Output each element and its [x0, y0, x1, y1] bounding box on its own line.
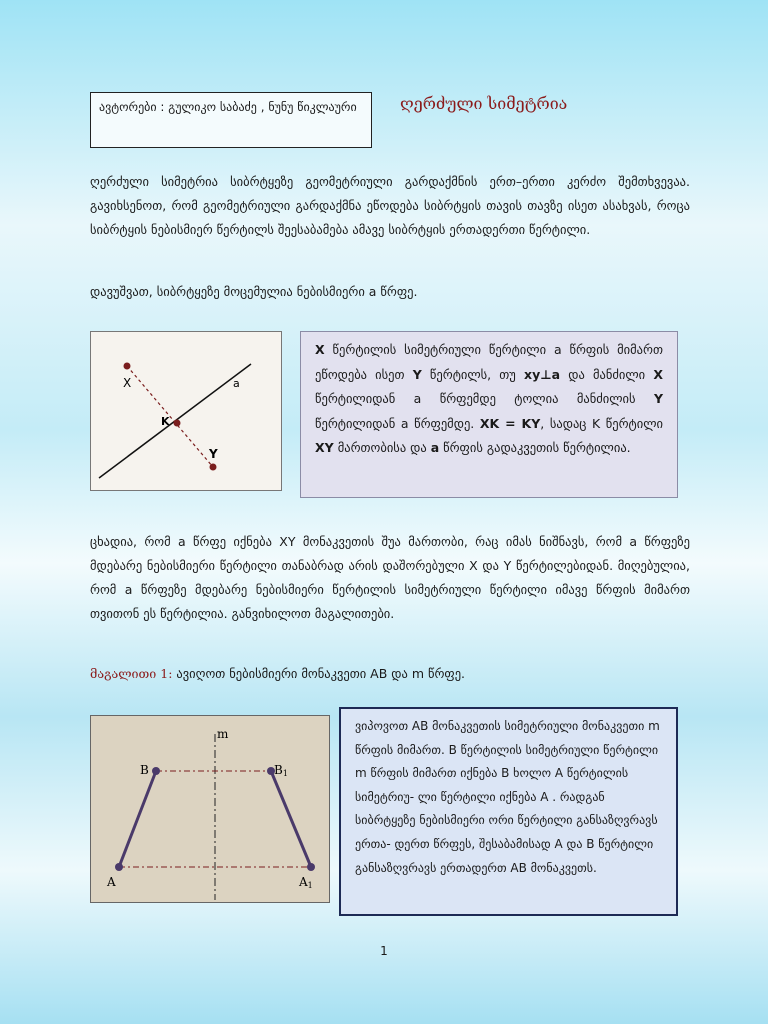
fig2-label-a: A: [107, 875, 116, 889]
example-text: ავიღოთ ნებისმიერი მონაკვეთი AB და m წრფე.: [176, 666, 466, 681]
def-x: X: [315, 342, 325, 357]
figure-segment-symmetry: [90, 715, 330, 903]
fig2-label-b1: B1: [274, 763, 288, 778]
example-label: მაგალითი 1:: [90, 666, 173, 681]
def-text-6: , სადაც K წერტილი: [540, 415, 663, 431]
page-title: ღერძული სიმეტრია: [400, 94, 568, 113]
def-text-7: მართობისა და: [337, 440, 427, 455]
def-a: a: [430, 440, 440, 455]
def-y: Y: [412, 366, 422, 382]
fig1-label-y: Y: [209, 447, 218, 461]
def-text-5: წერტილიდან a წრფემდე.: [315, 415, 475, 431]
fig1-label-x: X: [123, 376, 132, 390]
fig2-label-m: m: [217, 727, 229, 741]
example-explanation-text: ვიპოვოთ AB მონაკვეთის სიმეტრიული მონაკვეთი m წრფის მიმართ. B წერტილის სიმეტრიული წერტილი m წრფის მიმართ იქნება B ხოლო A წერტილის სიმეტრიუ- ლი წერტილი იქნება A . რადგან სიბრტყეზე ნებისმიერი ორი წერტილი განსაზღვრავს ერთა- დერთ წრფეს, შესაბამისად A და B წერტილი განსაზღვრავს ერთადერთ AB მონაკვეთს.: [355, 719, 660, 875]
fig1-label-a: a: [233, 377, 240, 390]
example-heading: [90, 662, 690, 686]
authors-text: ავტორები : გულიკო საბაძე , ნუნუ წიკლაური: [99, 100, 357, 114]
page-number: 1: [380, 944, 388, 958]
fig2-label-a1: A1: [299, 875, 313, 890]
def-text-2: წერტილს, თუ: [429, 366, 516, 382]
def-y2: Y: [653, 391, 663, 406]
intro-paragraph: ღერძული სიმეტრია სიბრტყეზე გეომეტრიული გარდაქმნის ერთ–ერთი კერძო შემთხვევაა. გავიხსენოთ, რომ გეომეტრიული გარდაქმნა ეწოდება სიბრტყის თავის თავზე ისეთ ასახვას, როცა სიბრტყის ნებისმიერ წერტილს შეესაბამება ამავე სიბრტყის ერთადერთი წერტილი.: [90, 174, 690, 237]
example-explanation-box: [339, 707, 678, 916]
figure-symmetry-xy: [90, 331, 282, 491]
def-perp: xy⊥a: [524, 366, 561, 382]
def-text-4: წერტილიდან a წრფემდე ტოლია მანძილის: [315, 391, 636, 406]
def-x2: X: [653, 366, 663, 382]
fig2-label-b: B: [140, 763, 149, 777]
conclusion-paragraph: ცხადია, რომ a წრფე იქნება XY მონაკვეთის შუა მართობი, რაც იმას ნიშნავს, რომ a წრფეზე მდებარე ნებისმიერი წერტილი თანაბრად არის დაშორებული X და Y წერტილებიდან. მიღებულია, რომ a წრფეზე მდებარე ნებისმიერი წერტილის სიმეტრიული წერტილი იმავე წრფის მიმართ თვითონ ეს წერტილია. განვიხილოთ მაგალითები.: [90, 534, 690, 621]
definition-box: [300, 331, 678, 498]
def-text-3: და მანძილი: [568, 366, 646, 382]
def-xy: XY: [315, 440, 334, 455]
def-text-1: წერტილის სიმეტრიული წერტილი a წრფის მიმართ ეწოდება ისეთ: [315, 342, 663, 382]
def-text-8: წრფის გადაკვეთის წერტილია.: [443, 440, 631, 455]
assume-paragraph: დავუშვათ, სიბრტყეზე მოცემულია ნებისმიერი a წრფე.: [90, 284, 418, 299]
def-equality: XK = KY: [479, 415, 541, 431]
fig1-label-k: K: [161, 415, 170, 428]
authors-box: [90, 92, 372, 148]
